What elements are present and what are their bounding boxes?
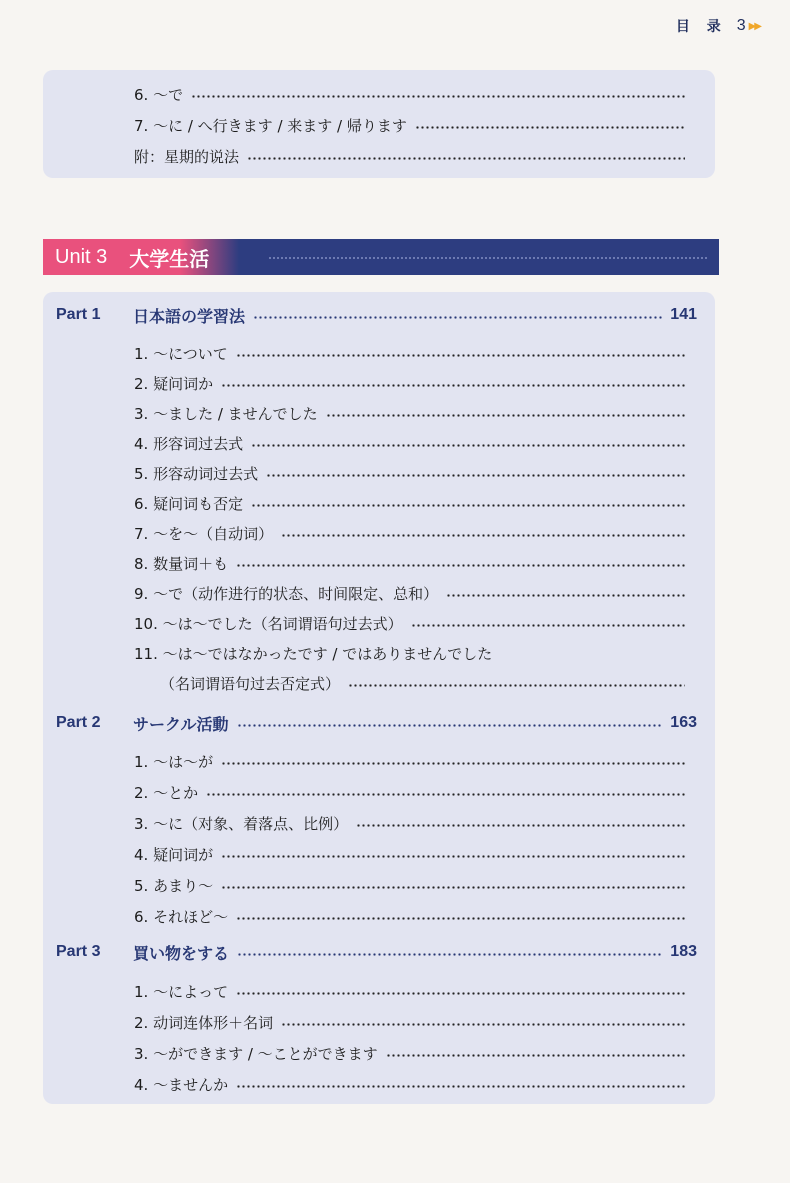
toc-entry[interactable]	[134, 1041, 685, 1065]
entry-label: 9. ～で（动作进行的状态、时间限定、总和）	[134, 584, 439, 603]
dot-leader	[221, 384, 685, 387]
toc-entry[interactable]	[134, 780, 685, 804]
dot-leader	[326, 414, 685, 417]
unit-title: 大学生活	[129, 246, 210, 271]
arrow-icon: ▶▶	[748, 20, 760, 32]
entry-label: 4. 疑问词が	[134, 845, 214, 864]
dot-leader	[236, 354, 685, 357]
part-label: Part 3	[56, 943, 101, 960]
entry-label: 7. ～を～（自动词）	[134, 524, 274, 543]
dot-leader	[411, 624, 685, 627]
toc-entry[interactable]	[134, 144, 685, 168]
toc-entry[interactable]	[134, 521, 685, 545]
dot-leader	[386, 1054, 685, 1057]
toc-entry[interactable]	[134, 113, 685, 137]
part-title: 買い物をする	[133, 943, 230, 963]
dot-leader	[236, 564, 685, 567]
dot-leader	[247, 157, 685, 160]
dot-leader	[191, 95, 685, 98]
toc-entry[interactable]	[134, 749, 685, 773]
part-title: サークル活動	[133, 714, 229, 734]
toc-entry[interactable]	[134, 431, 685, 455]
toc-entry[interactable]	[134, 641, 685, 665]
entry-label: 附：星期的说法	[134, 147, 240, 166]
part-page: 141	[670, 306, 697, 323]
toc-entry[interactable]	[134, 811, 685, 835]
part-heading[interactable]	[56, 302, 697, 328]
page-number: 3	[736, 17, 746, 34]
dot-leader	[356, 824, 685, 827]
dot-leader	[281, 534, 685, 537]
dot-leader	[253, 316, 662, 319]
dot-leader	[237, 953, 662, 956]
toc-entry[interactable]	[160, 671, 685, 695]
part-title: 日本語の学習法	[133, 306, 246, 326]
toc-entry[interactable]	[134, 873, 685, 897]
dot-leader	[221, 762, 685, 765]
dot-leader	[236, 917, 685, 920]
part-page: 183	[670, 943, 697, 960]
entry-label: 1. ～は～が	[134, 752, 214, 771]
toc-entry[interactable]	[134, 371, 685, 395]
part-label: Part 2	[56, 714, 101, 731]
dot-leader	[221, 886, 685, 889]
dot-leader	[446, 594, 685, 597]
toc-entry[interactable]	[134, 551, 685, 575]
dot-leader	[237, 724, 663, 727]
dot-leader	[348, 684, 685, 687]
entry-label: （名词谓语句过去否定式）	[160, 674, 341, 693]
prev-unit-box	[43, 70, 715, 178]
entry-label: 8. 数量词＋も	[134, 554, 229, 573]
toc-entry[interactable]	[134, 1072, 685, 1096]
toc-entry[interactable]	[134, 491, 685, 515]
dot-leader	[281, 1023, 685, 1026]
entry-label: 10. ～は～でした（名词谓语句过去式）	[134, 614, 403, 633]
entry-label: 4. 形容词过去式	[134, 434, 244, 453]
toc-entry[interactable]	[134, 979, 685, 1003]
entry-label: 7. ～に / へ行きます / 来ます / 帰ります	[134, 116, 407, 135]
toc-entry[interactable]	[134, 461, 685, 485]
dot-leader	[415, 126, 685, 129]
entry-label: 6. 疑问词も否定	[134, 494, 244, 513]
dot-leader	[251, 444, 685, 447]
unit-label: Unit 3	[55, 245, 108, 268]
toc-entry[interactable]	[134, 581, 685, 605]
part-heading[interactable]	[56, 710, 697, 736]
entry-label: 5. あまり～	[134, 876, 214, 895]
entry-label: 3. ～ました / ませんでした	[134, 404, 318, 423]
entry-label: 2. ～とか	[134, 783, 199, 802]
part-heading[interactable]	[56, 939, 697, 965]
toc-entry[interactable]	[134, 341, 685, 365]
entry-label: 3. ～に（对象、着落点、比例）	[134, 814, 349, 833]
toc-entry[interactable]	[134, 904, 685, 928]
toc-entry[interactable]	[134, 842, 685, 866]
entry-label: 6. ～で	[134, 85, 184, 104]
entry-label: 2. 动词连体形＋名词	[134, 1013, 274, 1032]
page-header	[676, 16, 760, 36]
toc-entry[interactable]	[134, 401, 685, 425]
entry-label: 1. ～について	[134, 344, 228, 363]
entry-label: 2. 疑问词か	[134, 374, 214, 393]
part-label: Part 1	[56, 306, 101, 323]
entry-label: 1. ～によって	[134, 982, 229, 1001]
dot-leader	[206, 793, 685, 796]
toc-entry[interactable]	[134, 82, 685, 106]
entry-label: 5. 形容动词过去式	[134, 464, 259, 483]
dot-leader	[236, 1085, 685, 1088]
entry-label: 3. ～ができます / ～ことができます	[134, 1044, 378, 1063]
entry-label: 6. それほど～	[134, 907, 229, 926]
section-label: 目 录	[675, 19, 727, 35]
dot-leader	[266, 474, 685, 477]
toc-entry[interactable]	[134, 611, 685, 635]
dot-leader	[268, 257, 709, 259]
unit-contents-box	[43, 292, 715, 1104]
dot-leader	[221, 855, 685, 858]
unit-header	[43, 239, 719, 275]
entry-label: 11. ～は～ではなかったです / ではありませんでした	[134, 644, 493, 663]
part-page: 163	[670, 714, 697, 731]
entry-label: 4. ～ませんか	[134, 1075, 229, 1094]
dot-leader	[236, 992, 685, 995]
toc-entry[interactable]	[134, 1010, 685, 1034]
dot-leader	[251, 504, 685, 507]
